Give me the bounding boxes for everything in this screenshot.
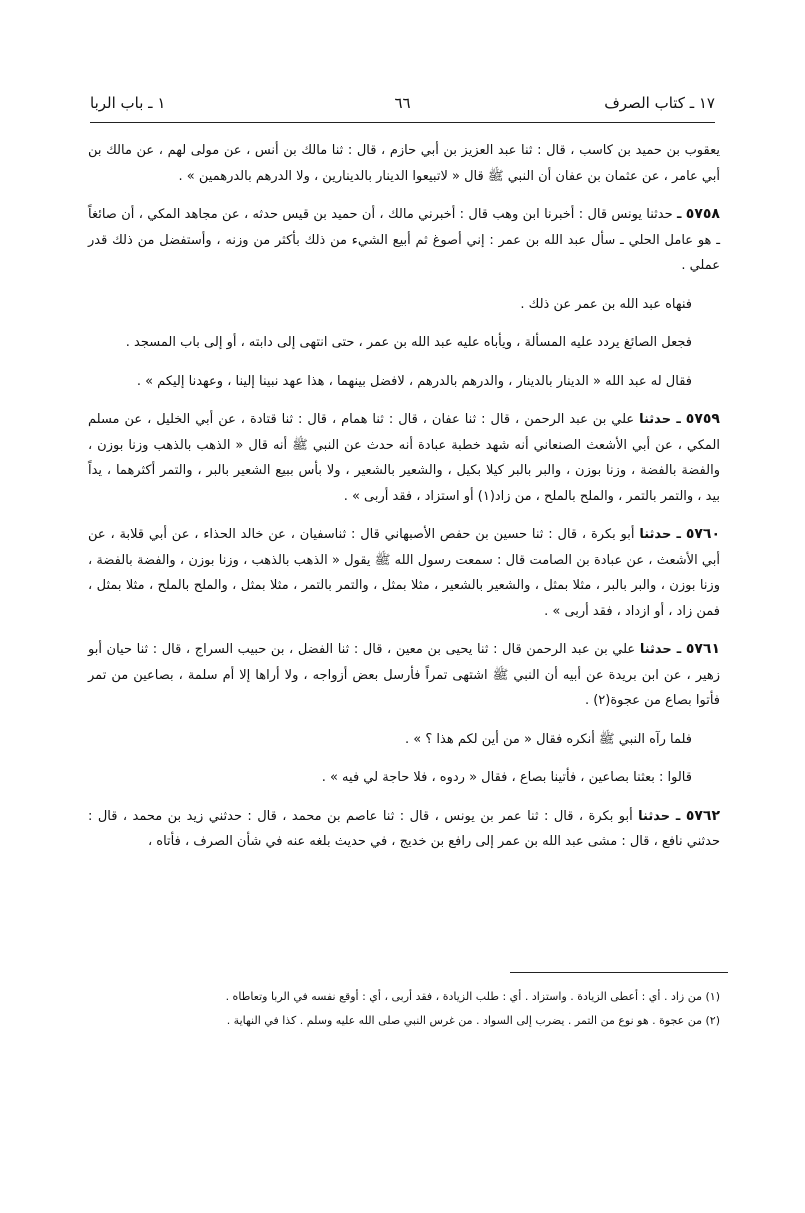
hadith-text: حدثنا يونس قال : أخبرنا ابن وهب قال : أخبرني مالك ، أن حميد بن قيس حدثه ، عن مجاهد المكي ، أن صائغاً ـ هو عامل الحلي ـ سأل عبد الله بن عمر : إني أصوغ ثم أبيع الشيء من ذلك بأكثر من وزنه ، وأستفضل من ذلك قدر عملي .	[88, 207, 720, 273]
hadith-text: فقال له عبد الله « الدينار بالدينار ، والدرهم بالدرهم ، لافضل بينهما ، هذا عهد نبينا إلينا ، وعهدنا إليكم » .	[136, 373, 692, 389]
hadith-number: ٥٧٥٩	[685, 411, 720, 427]
hadith-paragraph	[88, 727, 720, 753]
hadith-paragraph	[88, 522, 720, 624]
hadith-paragraph	[88, 202, 720, 279]
hadith-text: أبو بكرة ، قال : ثنا عمر بن يونس ، قال : ثنا عاصم بن محمد ، قال : حدثني زيد بن محمد ، قال : حدثني نافع ، قال : مشى عبد الله بن عمر إلى رافع بن خديج ، في حديث بلغه عنه في شأن الصرف ، فأتاه ،	[88, 808, 720, 849]
hadith-paragraph	[88, 292, 720, 318]
hadith-paragraph	[88, 330, 720, 356]
hadith-opening: ـ حدثنا	[639, 642, 682, 657]
footnote-separator	[510, 972, 728, 973]
hadith-opening: ـ حدثنا	[639, 527, 681, 542]
hadith-paragraph	[88, 637, 720, 714]
chapter-title: ١٧ ـ كتاب الصرف	[604, 94, 715, 112]
section-title: ١ ـ باب الربا	[90, 94, 166, 112]
hadith-number: ٥٧٦٠	[685, 526, 721, 542]
hadith-text: يعقوب بن حميد بن كاسب ، قال : ثنا عبد العزيز بن أبي حازم ، قال : ثنا مالك بن أنس ، عن مولى لهم ، عن مالك بن أبي عامر ، عن عثمان بن عفان أن النبي ﷺ قال « لاتبيعوا الدينار بالدينارين ، ولا الدرهم بالدرهمين » .	[88, 143, 720, 184]
footnotes	[88, 985, 720, 1033]
hadith-opening: ـ حدثنا	[639, 412, 681, 427]
hadith-paragraph	[88, 804, 720, 855]
hadith-opening: ـ حدثنا	[638, 808, 681, 824]
page-body	[88, 138, 720, 868]
hadith-paragraph	[88, 765, 720, 791]
hadith-opening: ـ	[677, 207, 682, 222]
hadith-text: علي بن عبد الرحمن قال : ثنا يحيى بن معين ، قال : ثنا الفضل ، بن حبيب السراج ، قال : ثنا حيان أبو زهير ، عن ابن بريدة عن أبيه أن النبي ﷺ اشتهى تمراً فأرسل بعض أزواجه ، ولا أراها إلا أم سلمة ، بصاعين من تمر فأتوا بصاع من عجوة(٢) .	[88, 642, 720, 708]
hadith-text: قالوا : بعثنا بصاعين ، فأتينا بصاع ، فقال « ردوه ، فلا حاجة لي فيه » .	[321, 770, 692, 785]
page-number: ٦٦	[394, 94, 411, 112]
hadith-text: فجعل الصائغ يردد عليه المسألة ، ويأباه عليه عبد الله بن عمر ، حتى انتهى إلى دابته ، أو إلى باب المسجد .	[125, 335, 692, 350]
hadith-paragraph	[88, 138, 720, 189]
hadith-text: أبو بكرة ، قال : ثنا حسين بن حفص الأصبهاني قال : ثناسفيان ، عن خالد الحذاء ، عن أبي قلابة ، عن أبي الأشعث ، عن عبادة بن الصامت قال : سمعت رسول الله ﷺ يقول « الذهب بالذهب ، وزنا بوزن ، والفضة بالفضة ، وزنا بوزن ، والبر بالبر ، مثلا بمثل ، والشعير بالشعير ، مثلا بمثل ، والتمر بالتمر ، مثلا بمثل ، والملح بالملح ، مثلا بمثل ، فمن زاد ، أو ازداد ، فقد أربى » .	[88, 527, 720, 619]
hadith-number: ٥٧٥٨	[685, 206, 720, 222]
page-header	[90, 88, 715, 123]
footnote-2: (٢) من عجوة . هو نوع من التمر . يضرب إلى السواد . من غرس النبي صلى الله عليه وسلم . كذا في النهاية .	[226, 1014, 720, 1027]
hadith-paragraph	[88, 369, 720, 395]
hadith-number: ٥٧٦٢	[685, 807, 720, 824]
hadith-number: ٥٧٦١	[685, 641, 720, 657]
hadith-text: علي بن عبد الرحمن ، قال : ثنا عفان ، قال : ثنا همام ، قال : ثنا قتادة ، عن أبي الخليل ، عن مسلم المكي ، عن أبي الأشعث الصنعاني أنه شهد خطبة عبادة أنه حدث عن النبي ﷺ أنه قال « الذهب بالذهب وزنا بوزن ، والفضة بالفضة ، وزنا بوزن ، والبر بالبر كيلا بكيل ، والشعير بالشعير ، ولا بأس ببيع الشعير بالبر ، والتمر أكثرهما ، يداً بيد ، والتمر بالتمر ، والملح بالملح ، من زاد(١) أو استزاد ، فقد أربى » .	[88, 412, 720, 504]
hadith-text: فنهاه عبد الله بن عمر عن ذلك .	[520, 296, 692, 312]
hadith-paragraph	[88, 407, 720, 509]
hadith-text: فلما رآه النبي ﷺ أنكره فقال « من أين لكم هذا ؟ » .	[405, 731, 692, 747]
footnote-1: (١) من زاد . أي : أعطى الزيادة . واستزاد . أي : طلب الزيادة ، فقد أربى ، أي : أوقع نفسه في الربا وتعاطاه .	[225, 990, 720, 1003]
